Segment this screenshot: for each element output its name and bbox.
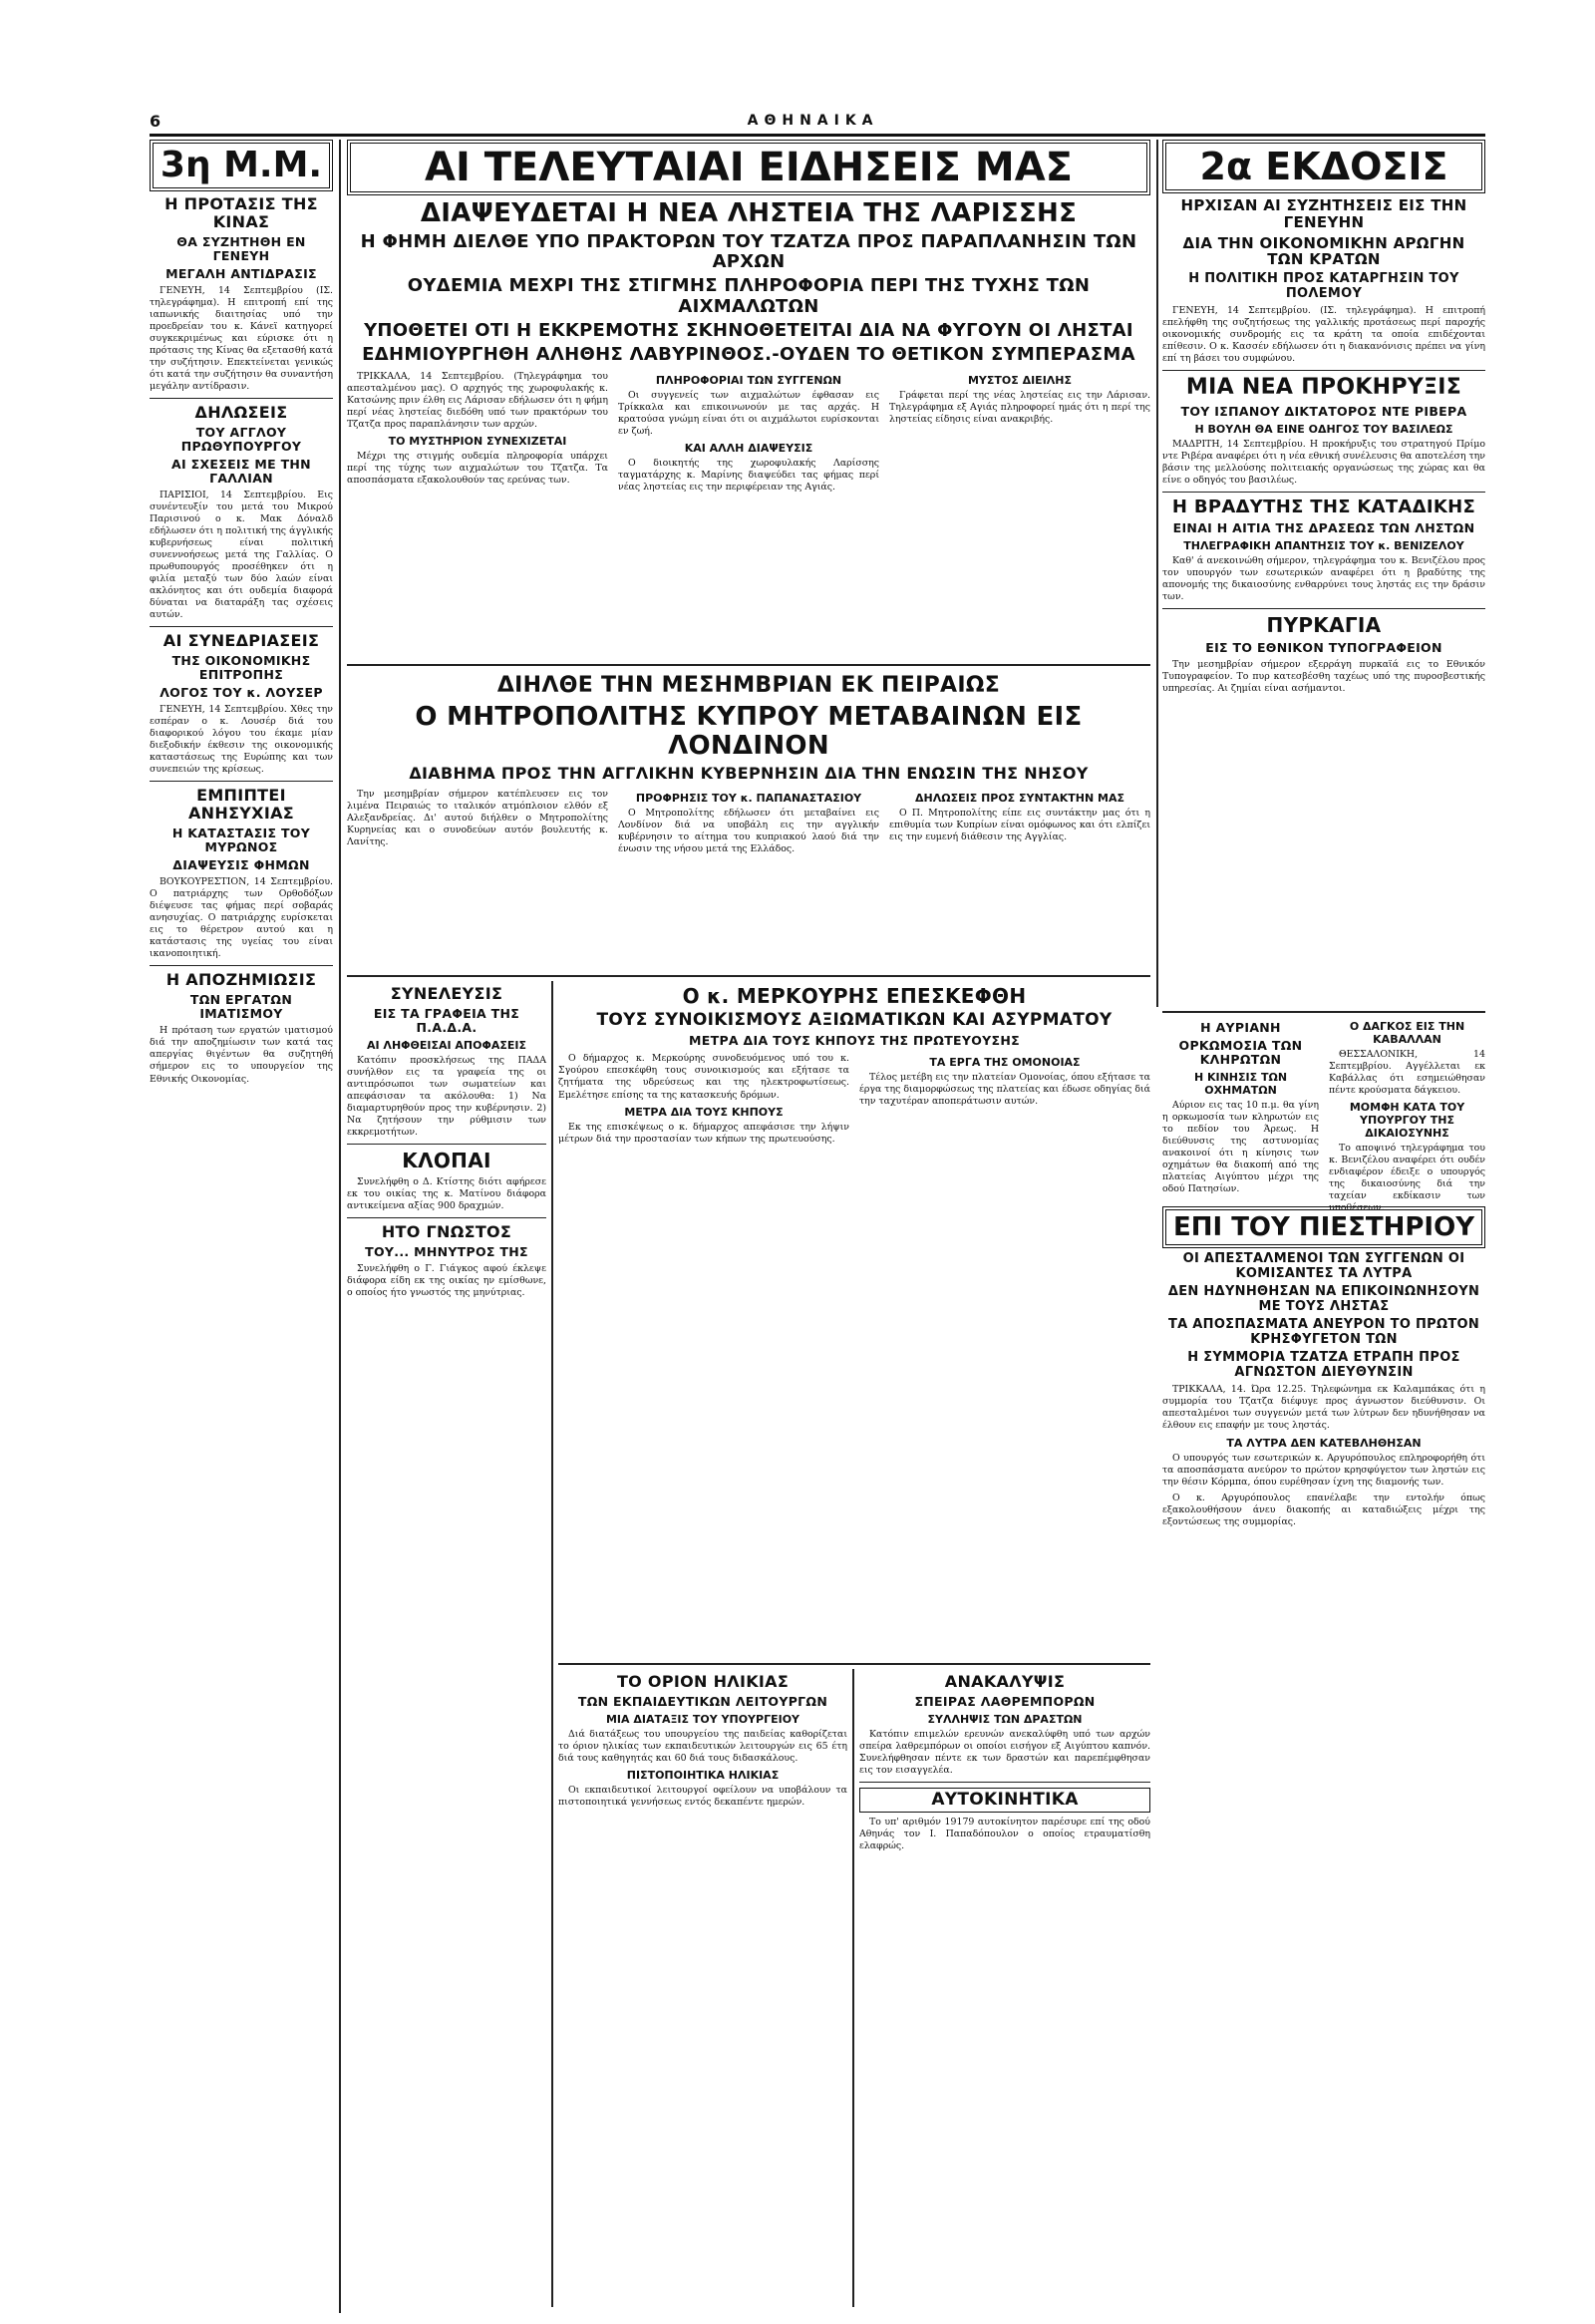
article-body: ΠΑΡΙΣΙΟΙ, 14 Σεπτεμβρίου. Εις συνέντευξίν του μετά του Μικρού Παρισινού ο κ. Μακ Δόναλδ εδήλωσεν ότι η πολιτική της άγγλικής κυβερνήσεως είναι πολιτική συνεννοήσεως μετά της Γαλλίας. Ο πρωθυπουργός προσέθηκεν ότι η φιλία μεταξύ των δύο λαών είναι ακλόνητος και ότι ουδεμία διαφορά δύναται να διαταράξη τας σχέσεις αυτών. <box>150 490 333 621</box>
headline: ΕΜΠΙΠΤΕΙ ΑΝΗΣΥΧΙΑΣ <box>188 786 294 824</box>
article-body: Κατόπιν επιμελών ερευνών ανεκαλύφθη υπό των αρχών σπείρα λαθρεμπόρων οι οποίοι εισήγον εξ Αιγύπτου καπνόν. Συνελήφθησαν πέντε εκ των δραστών και παρεπέμφθησαν εις τον εισαγγελέα. <box>859 1728 1150 1776</box>
headline: ΔΙΑ ΤΗΝ ΟΙΚΟΝΟΜΙΚΗΝ ΑΡΩΓΗΝ ΤΩΝ ΚΡΑΤΩΝ <box>1182 233 1465 269</box>
subheadline: ΠΛΗΡΟΦΟΡΙΑΙ ΤΩΝ ΣΥΓΓΕΝΩΝ <box>655 374 842 388</box>
column-rule <box>1156 140 1158 1007</box>
article-body: Κατόπιν προσκλήσεως της ΠΑΔΑ συνήλθον εις τα γραφεία της οι αντιπρόσωποι των σωματείων και απεφάσισαν τα ακόλουθα: 1) Να διαμαρτυρηθούν προς την κυβέρνησιν. 2) Να ζητήσουν την ρύθμισιν των εκκρεμοτήτων. <box>347 1054 546 1139</box>
subheadline: ΤΩΝ ΕΡΓΑΤΩΝ ΙΜΑΤΙΣΜΟΥ <box>189 992 293 1022</box>
headline: ΚΛΟΠΑΙ <box>402 1149 491 1173</box>
headline: ΟΡΚΩΜΟΣΙΑ ΤΩΝ ΚΛΗΡΩΤΩΝ <box>1178 1038 1303 1067</box>
subheadline: ΑΙ ΣΧΕΣΕΙΣ ΜΕ ΤΗΝ ΓΑΛΛΙΑΝ <box>171 457 311 486</box>
age-limit-story <box>558 1669 847 2307</box>
headline: ΔΗΛΩΣΕΙΣ <box>194 403 288 423</box>
article-body: Συνελήφθη ο Γ. Γιάγκος αφού έκλεψε διάφορα είδη εκ της οικίας ην εμίσθωνε, ο οποίος ήτο γνωστός της μηνύτριας. <box>347 1262 546 1298</box>
banner-left: 3η Μ.Μ. <box>150 140 333 191</box>
headline: ΟΥΔΕΜΙΑ ΜΕΧΡΙ ΤΗΣ ΣΤΙΓΜΗΣ ΠΛΗΡΟΦΟΡΙΑ ΠΕΡΙ ΤΗΣ ΤΥΧΗΣ ΤΩΝ ΑΙΧΜΑΛΩΤΩΝ <box>407 275 1091 317</box>
subheadline: ΜΥΣΤΟΣ ΔΙΕΙΛΗΣ <box>967 374 1073 388</box>
subheadline: ΑΙ ΛΗΦΘΕΙΣΑΙ ΑΠΟΦΑΣΕΙΣ <box>367 1038 526 1052</box>
headline: ΠΥΡΚΑΓΙΑ <box>1266 613 1382 638</box>
subheadline: Η ΚΑΤΑΣΤΑΣΙΣ ΤΟΥ ΜΥΡΩΝΟΣ <box>171 826 311 855</box>
meetings-column <box>347 981 546 2307</box>
banner-press: ΕΠΙ ΤΟΥ ΠΙΕΣΤΗΡΙΟΥ <box>1162 1206 1485 1248</box>
section-rule <box>347 664 1150 666</box>
subheadline: ΕΙΝΑΙ Η ΑΙΤΙΑ ΤΗΣ ΔΡΑΣΕΩΣ ΤΩΝ ΛΗΣΤΩΝ <box>1172 520 1475 536</box>
subheadline: ΛΟΓΟΣ ΤΟΥ κ. ΛΟΥΣΕΡ <box>160 685 323 701</box>
subheadline: Ο ΔΑΓΚΟΣ ΕΙΣ ΤΗΝ ΚΑΒΑΛΛΑΝ <box>1349 1020 1465 1046</box>
subheadline: ΚΑΙ ΑΛΛΗ ΔΙΑΨΕΥΣΙΣ <box>684 442 813 456</box>
subheadline: ΤΗΛΕΓΡΑΦΙΚΗ ΑΠΑΝΤΗΣΙΣ ΤΟΥ κ. ΒΕΝΙΖΕΛΟΥ <box>1183 539 1464 553</box>
headline: ΥΠΟΘΕΤΕΙ ΟΤΙ Η ΕΚΚΡΕΜΟΤΗΣ ΣΚΗΝΟΘΕΤΕΙΤΑΙ ΔΙΑ ΝΑ ΦΥΓΟΥΝ ΟΙ ΛΗΣΤΑΙ <box>364 319 1133 341</box>
headline: ΔΙΗΛΘΕ ΤΗΝ ΜΕΣΗΜΒΡΙΑΝ ΕΚ ΠΕΙΡΑΙΩΣ <box>496 673 1001 698</box>
center-top-story <box>347 140 1150 658</box>
article-body: ΘΕΣΣΑΛΟΝΙΚΗ, 14 Σεπτεμβρίου. Αγγέλλεται εκ Καβάλλας ότι εσημειώθησαν πέντε κρούσματα δάγκειου. <box>1329 1049 1485 1097</box>
left-column <box>150 140 333 2313</box>
subheadline: ΤΑ ΛΥΤΡΑ ΔΕΝ ΚΑΤΕΒΛΗΘΗΣΑΝ <box>1226 1436 1422 1450</box>
subheadline: ΕΙΣ ΤΟ ΕΘΝΙΚΟΝ ΤΥΠΟΓΡΑΦΕΙΟΝ <box>1205 639 1442 655</box>
subheadline: ΜΟΜΦΗ ΚΑΤΑ ΤΟΥ ΥΠΟΥΡΓΟΥ ΤΗΣ ΔΙΚΑΙΟΣΥΝΗΣ <box>1349 1101 1465 1141</box>
article-body: Διά διατάξεως του υπουργείου της παιδείας καθορίζεται το όριον ηλικίας των εκπαιδευτικών λειτουργών εις 65 έτη διά τους καθηγητάς και 60 διά τους διδασκάλους. <box>558 1728 847 1764</box>
article-body: Τέλος μετέβη εις την πλατείαν Ομονοίας, όπου εξήτασε τα έργα της διαμορφώσεως της πλατείας και έδωσε οδηγίας διά την ταχυτέραν αποπεράτωσιν αυτών. <box>859 1072 1150 1108</box>
banner-center: ΑΙ ΤΕΛΕΥΤΑΙΑΙ ΕΙΔΗΣΕΙΣ ΜΑΣ <box>347 140 1150 195</box>
lottery-story <box>1162 1017 1485 1214</box>
headline: ΣΥΝΕΛΕΥΣΙΣ <box>390 984 503 1003</box>
headline: ΔΙΑΨΕΥΔΕΤΑΙ Η ΝΕΑ ΛΗΣΤΕΙΑ ΤΗΣ ΛΑΡΙΣΣΗΣ <box>420 198 1078 228</box>
article-body: Ο κ. Αργυρόπουλος επανέλαβε την εντολήν όπως εξακολουθήσουν άνευ διακοπής αι καταδιώξεις μέχρι της εξοντώσεως της συμμορίας. <box>1162 1492 1485 1527</box>
smugglers-story <box>859 1669 1150 2307</box>
subheadline: ΤΟΥ ΙΣΠΑΝΟΥ ΔΙΚΤΑΤΟΡΟΣ ΝΤΕ ΡΙΒΕΡΑ <box>1180 404 1467 420</box>
subheadline: ΘΑ ΣΥΖΗΤΗΘΗ ΕΝ ΓΕΝΕΥΗ <box>176 233 306 263</box>
subheadline: ΠΡΟΦΡΗΣΙΣ ΤΟΥ κ. ΠΑΠΑΝΑΣΤΑΣΙΟΥ <box>635 791 862 805</box>
subheadline: ΣΠΕΙΡΑΣ ΛΑΘΡΕΜΠΟΡΩΝ <box>914 1693 1096 1709</box>
article-body: Ο δήμαρχος κ. Μερκούρης συνοδευόμενος υπό του κ. Σγούρου επεσκέφθη τους συνοικισμούς και εξήτασε τα ζητήματα της υδρεύσεως και της ηλεκτροφωτίσεως. Εμελέτησε επίσης τα της κατασκευής δρόμων. <box>558 1053 849 1101</box>
subheadline: Η ΒΟΥΛΗ ΘΑ ΕΙΝΕ ΟΔΗΓΟΣ ΤΟΥ ΒΑΣΙΛΕΩΣ <box>1194 423 1453 437</box>
article-body: Εκ της επισκέψεως ο κ. δήμαρχος απεφάσισε την λήψιν μέτρων διά την προστασίαν των κήπων της πρωτευούσης. <box>558 1121 849 1145</box>
headline: ΜΙΑ ΝΕΑ ΠΡΟΚΗΡΥΞΙΣ <box>1185 375 1462 401</box>
subheadline: ΜΕΤΡΑ ΔΙΑ ΤΟΥΣ ΚΗΠΟΥΣ <box>624 1105 784 1119</box>
subheadline: ΣΥΛΛΗΨΙΣ ΤΩΝ ΔΡΑΣΤΩΝ <box>927 1712 1083 1726</box>
article-body: Ο Μητροπολίτης εδήλωσεν ότι μεταβαίνει εις Λονδίνον διά να υποβάλη εις την αγγλικήν κυβέρνησιν το αίτημα του κυπριακού λαού διά την ένωσιν της νήσου μετά της Ελλάδος. <box>618 807 879 854</box>
headline: Η ΦΗΜΗ ΔΙΕΛΘΕ ΥΠΟ ΠΡΑΚΤΟΡΩΝ ΤΟΥ ΤΖΑΤΖΑ ΠΡΟΣ ΠΑΡΑΠΛΑΝΗΣΙΝ ΤΩΝ ΑΡΧΩΝ <box>360 231 1137 273</box>
article-body: Γράφεται περί της νέας ληστείας εις την Λάρισαν. Τηλεγράφημα εξ Αγιάς πληροφορεί ημάς ότι η περί της ληστείας είδησις είναι ανακριβής. <box>889 390 1150 426</box>
subheadline: ΜΕΓΑΛΗ ΑΝΤΙΔΡΑΣΙΣ <box>165 265 317 281</box>
subheadline: ΤΟΥ... ΜΗΝΥΤΡΟΣ ΤΗΣ <box>365 1243 528 1259</box>
article-body: Συνελήφθη ο Δ. Κτίστης διότι αφήρεσε εκ του οικίας της κ. Ματίνου διάφορα αντικείμενα αξίας 900 δραχμών. <box>347 1175 546 1211</box>
headline: ΗΡΧΙΣΑΝ ΑΙ ΣΥΖΗΤΗΣΕΙΣ ΕΙΣ ΤΗΝ ΓΕΝΕΥΗΝ <box>1180 196 1467 231</box>
article-body: ΤΡΙΚΚΑΛΑ, 14. Ώρα 12.25. Τηλεφώνημα εκ Καλαμπάκας ότι η συμμορία του Τζατζα διέφυγε προς άγνωστον διεύθυνσιν. Οι απεσταλμένοι των συγγενών μετά των λύτρων δεν ηδυνήθησαν να έλθουν εις επαφήν με τους ληστάς. <box>1162 1384 1485 1432</box>
headline: ΑΥΤΟΚΙΝΗΤΙΚΑ <box>859 1788 1150 1813</box>
article-body: Αύριον εις τας 10 π.μ. θα γίνη η ορκωμοσία των κληρωτών εις το πεδίον του Άρεως. Η διεύθυνσις της αστυνομίας ανακοινοί ότι η κίνησις των οχημάτων θα διακοπή από της πλατείας Αιγύπτου μέχρι της οδού Πατησίων. <box>1162 1100 1319 1195</box>
headline: Η ΑΥΡΙΑΝΗ <box>1200 1020 1281 1035</box>
article-body: ΜΑΔΡΙΤΗ, 14 Σεπτεμβρίου. Η προκήρυξις του στρατηγού Πρίμο ντε Ριβέρα αναφέρει ότι η νέα εθνική συνέλευσις θα αποτελέση την βάσιν της μελλούσης πολιτειακής οργανώσεως της χώρας και θα είνε ο οδηγός του βασιλέως. <box>1162 439 1485 487</box>
subheadline: ΜΙΑ ΔΙΑΤΑΞΙΣ ΤΟΥ ΥΠΟΥΡΓΕΙΟΥ <box>605 1712 800 1726</box>
article-body: ΒΟΥΚΟΥΡΕΣΤΙΟΝ, 14 Σεπτεμβρίου. Ο πατριάρχης των Ορθοδόξων διέψευσε τας φήμας περί σοβαράς ανησυχίας. Ο πατριάρχης ευρίσκεται εις το θέρετρον αυτού και η κατάστασις της υγείας του είναι ικανοποιητική. <box>150 876 333 960</box>
article-body: Οι συγγενείς των αιχμαλώτων έφθασαν εις Τρίκκαλα και επικοινωνούν με τας αρχάς. Η κρατούσα γνώμη είναι ότι οι αιχμάλωτοι ευρίσκονται εν ζωή. <box>618 390 879 438</box>
headline: Ο ΜΗΤΡΟΠΟΛΙΤΗΣ ΚΥΠΡΟΥ ΜΕΤΑΒΑΙΝΩΝ ΕΙΣ ΛΟΝΔΙΝΟΝ <box>415 701 1083 761</box>
headline: ΕΔΗΜΙΟΥΡΓΗΘΗ ΑΛΗΘΗΣ ΛΑΒΥΡΙΝΘΟΣ.-ΟΥΔΕΝ ΤΟ ΘΕΤΙΚΟΝ ΣΥΜΠΕΡΑΣΜΑ <box>362 343 1135 365</box>
section-rule <box>347 975 1150 977</box>
subheadline: ΤΩΝ ΕΚΠΑΙΔΕΥΤΙΚΩΝ ΛΕΙΤΟΥΡΓΩΝ <box>577 1693 828 1709</box>
subheadline: ΤΑ ΕΡΓΑ ΤΗΣ ΟΜΟΝΟΙΑΣ <box>929 1056 1081 1070</box>
headline: Η ΑΠΟΖΗΜΙΩΣΙΣ <box>165 970 317 990</box>
headline: ΗΤΟ ΓΝΩΣΤΟΣ <box>381 1221 512 1241</box>
section-rule <box>558 1663 1150 1665</box>
merkouris-story <box>558 981 1150 1659</box>
subheadline: ΠΙΣΤΟΠΟΙΗΤΙΚΑ ΗΛΙΚΙΑΣ <box>626 1769 780 1782</box>
headline: Ο κ. ΜΕΡΚΟΥΡΗΣ ΕΠΕΣΚΕΦΘΗ <box>682 984 1027 1008</box>
subheadline: ΔΗΛΩΣΕΙΣ ΠΡΟΣ ΣΥΝΤΑΚΤΗΝ ΜΑΣ <box>915 791 1124 805</box>
subheadline: ΔΙΑΨΕΥΣΙΣ ΦΗΜΩΝ <box>172 857 310 873</box>
headline: Η ΣΥΜΜΟΡΙΑ ΤΖΑΤΖΑ ΕΤΡΑΠΗ ΠΡΟΣ ΑΓΝΩΣΤΟΝ ΔΙΕΥΘΥΝΣΙΝ <box>1187 1350 1460 1380</box>
headline: ΑΝΑΚΑΛΥΨΙΣ <box>944 1672 1066 1691</box>
subheadline: ΤΟΥ ΑΓΓΛΟΥ ΠΡΩΘΥΠΟΥΡΓΟΥ <box>180 425 302 454</box>
article-body: Το αποψινό τηλεγράφημα του κ. Βενιζέλου αναφέρει ότι ουδέν ενδιαφέρον έδειξε ο υπουργός της δικαιοσύνης διά την ταχείαν εκδίκασιν των υποθέσεων. <box>1329 1143 1485 1214</box>
piestirion-story <box>1162 1206 1485 2307</box>
right-column <box>1162 140 1485 1007</box>
article-body: Το υπ' αριθμόν 19179 αυτοκίνητον παρέσυρε επί της οδού Αθηνάς τον Ι. Παπαδόπουλον ο οποίος ετραυματίσθη ελαφρώς. <box>859 1817 1150 1852</box>
column-rule <box>852 1669 854 2307</box>
article-body: ΤΡΙΚΚΑΛΑ, 14 Σεπτεμβρίου. (Τηλεγράφημα του απεσταλμένου μας). Ο αρχηγός της χωροφυλακής κ. Κατσώνης πριν έλθη εις Λάρισαν εδήλωσεν ότι η φήμη περί νέας ληστείας διεδόθη υπό των πρακτόρων του Τζατζα προς παραπλάνησιν των αρχών. <box>347 371 608 431</box>
article-body: Μέχρι της στιγμής ουδεμία πληροφορία υπάρχει περί της τύχης των αιχμαλώτων του Τζατζα. Τα αποσπάσματα εξακολουθούν τας ερεύνας των. <box>347 451 608 487</box>
subheadline: ΤΟ ΜΥΣΤΗΡΙΟΝ ΣΥΝΕΧΙΖΕΤΑΙ <box>388 435 567 449</box>
column-rule <box>339 140 341 2313</box>
headline: Η ΒΡΑΔΥΤΗΣ ΤΗΣ ΚΑΤΑΔΙΚΗΣ <box>1171 497 1476 518</box>
article-body: Η πρόταση των εργατών ιματισμού διά την αποζημίωσιν των κατά τας απεργίας θιγέντων θα συζητηθή σήμερον εις το υπουργείον της Εθνικής Οικονομίας. <box>150 1025 333 1085</box>
headline: ΤΑ ΑΠΟΣΠΑΣΜΑΤΑ ΑΝΕΥΡΟΝ ΤΟ ΠΡΩΤΟΝ ΚΡΗΣΦΥΓΕΤΟΝ ΤΩΝ <box>1167 1317 1480 1347</box>
article-body: Ο Π. Μητροπολίτης είπε εις συντάκτην μας ότι η επιθυμία των Κυπρίων είναι ομόφωνος και ότι ελπίζει εις την ευμενή διάθεσιν της Αγγλίας. <box>889 807 1150 842</box>
headline: ΔΙΑΒΗΜΑ ΠΡΟΣ ΤΗΝ ΑΓΓΛΙΚΗΝ ΚΥΒΕΡΝΗΣΙΝ ΔΙΑ ΤΗΝ ΕΝΩΣΙΝ ΤΗΣ ΝΗΣΟΥ <box>409 763 1089 783</box>
headline: ΑΙ ΣΥΝΕΔΡΙΑΣΕΙΣ <box>162 631 320 651</box>
subheadline: ΤΗΣ ΟΙΚΟΝΟΜΙΚΗΣ ΕΠΙΤΡΟΠΗΣ <box>171 653 311 683</box>
subheadline: ΜΕΤΡΑ ΔΙΑ ΤΟΥΣ ΚΗΠΟΥΣ ΤΗΣ ΠΡΩΤΕΥΟΥΣΗΣ <box>689 1033 1020 1049</box>
banner-right: 2α ΕΚΔΟΣΙΣ <box>1162 140 1485 193</box>
article-body: Ο διοικητής της χωροφυλακής Λαρίσσης ταγματάρχης κ. Μαρίνης διαψεύδει τας φήμας περί νέας ληστείας εις την περιφέρειαν της Αγιάς. <box>618 458 879 494</box>
article-body: Καθ' ά ανεκοινώθη σήμερον, τηλεγράφημα του κ. Βενιζέλου προς τον υπουργόν των εσωτερικών αναφέρει ότι η βραδύτης της απονομής της δικαιοσύνης ενθαρρύνει τους ληστάς εις την δράσιν των. <box>1162 555 1485 603</box>
column-rule <box>551 981 553 2307</box>
subheadline: Η ΚΙΝΗΣΙΣ ΤΩΝ ΟΧΗΜΑΤΩΝ <box>1193 1071 1288 1097</box>
headline: ΔΕΝ ΗΔΥΝΗΘΗΣΑΝ ΝΑ ΕΠΙΚΟΙΝΩΝΗΣΟΥΝ ΜΕ ΤΟΥΣ ΛΗΣΤΑΣ <box>1167 1284 1480 1314</box>
subheadline: ΕΙΣ ΤΑ ΓΡΑΦΕΙΑ ΤΗΣ Π.Α.Δ.Α. <box>373 1005 520 1035</box>
paper-name: ΑΘΗΝΑΙΚΑ <box>747 113 879 129</box>
article-body: Την μεσημβρίαν σήμερον εξερράγη πυρκαϊά εις το Εθνικόν Τυπογραφείον. Το πυρ κατεσβέσθη ταχέως υπό της πυροσβεστικής υπηρεσίας. Αι ζημίαι είναι ασήμαντοι. <box>1162 658 1485 694</box>
article-body: Οι εκπαιδευτικοί λειτουργοί οφείλουν να υποβάλουν τα πιστοποιητικά γεννήσεως εντός δεκαπέντε ημερών. <box>558 1785 847 1809</box>
headline: ΤΟ ΟΡΙΟΝ ΗΛΙΚΙΑΣ <box>616 1672 790 1691</box>
article-body: ΓΕΝΕΥΗ, 14 Σεπτεμβρίου. (ΙΣ. τηλεγράφημα). Η επιτροπή επελήφθη της συζητήσεως της γαλλικής προτάσεως περί παροχής οικονομικής συνδρομής εις τα κράτη τα οποία επιδέχονται επίθεσιν. Ο κ. Κασσέν εδήλωσεν ότι η διακανόνισις πρέπει να γίνη επί τη βάσει του συμφώνου. <box>1162 305 1485 365</box>
headline: Η ΠΟΛΙΤΙΚΗ ΠΡΟΣ ΚΑΤΑΡΓΗΣΙΝ ΤΟΥ ΠΟΛΕΜΟΥ <box>1188 271 1459 301</box>
article-body: ΓΕΝΕΥΗ, 14 Σεπτεμβρίου. Χθες την εσπέραν ο κ. Λουσέρ διά του διαφορικού λόγου του έκαμε μίαν διεξοδικήν έκθεσιν της οικονομικής καταστάσεως της Ευρώπης και των συνεπειών της κρίσεως. <box>150 704 333 776</box>
article-body: ΓΕΝΕΥΗ, 14 Σεπτεμβρίου (ΙΣ. τηλεγράφημα). Η επιτροπή επί της ιαπωνικής διαιτησίας υπό την προεδρείαν του κ. Κάνεϊ κατηγορεί συγκεκριμένως και εύρισκε ότι η πρότασις της Κίνας θα εξετασθή κατά την συζήτησιν. Επεκτείνεται γενικώς ότι κατά την συζήτησιν θα συναντήση μεγάλην αντίδρασιν. <box>150 284 333 393</box>
headline: ΤΟΥΣ ΣΥΝΟΙΚΙΣΜΟΥΣ ΑΞΙΩΜΑΤΙΚΩΝ ΚΑΙ ΑΣΥΡΜΑΤΟΥ <box>596 1010 1113 1031</box>
section-rule <box>1162 1011 1485 1013</box>
headline: ΟΙ ΑΠΕΣΤΑΛΜΕΝΟΙ ΤΩΝ ΣΥΓΓΕΝΩΝ ΟΙ ΚΟΜΙΣΑΝΤΕΣ ΤΑ ΛΥΤΡΑ <box>1182 1251 1465 1281</box>
headline: Η ΠΡΟΤΑΣΙΣ ΤΗΣ ΚΙΝΑΣ <box>164 194 318 231</box>
page-number: 6 <box>150 111 161 131</box>
article-body: Ο υπουργός των εσωτερικών κ. Αργυρόπουλος επληροφορήθη ότι τα αποσπάσματα ανεύρον το πρώτον κρησφύγετον των ληστών εις την θέσιν Κόρμπα, όπου ευρέθησαν ίχνη της διαμονής των. <box>1162 1452 1485 1488</box>
article-body: Την μεσημβρίαν σήμερον κατέπλευσεν εις τον λιμένα Πειραιώς το ιταλικόν ατμόπλοιον ελθόν εξ Αλεξανδρείας. Δι' αυτού διήλθεν ο Μητροπολίτης Κυρηνείας και ο συνοδεύων αυτόν βουλευτής κ. Λανίτης. <box>347 788 608 847</box>
masthead <box>150 108 1485 137</box>
cyprus-story <box>347 670 1150 969</box>
